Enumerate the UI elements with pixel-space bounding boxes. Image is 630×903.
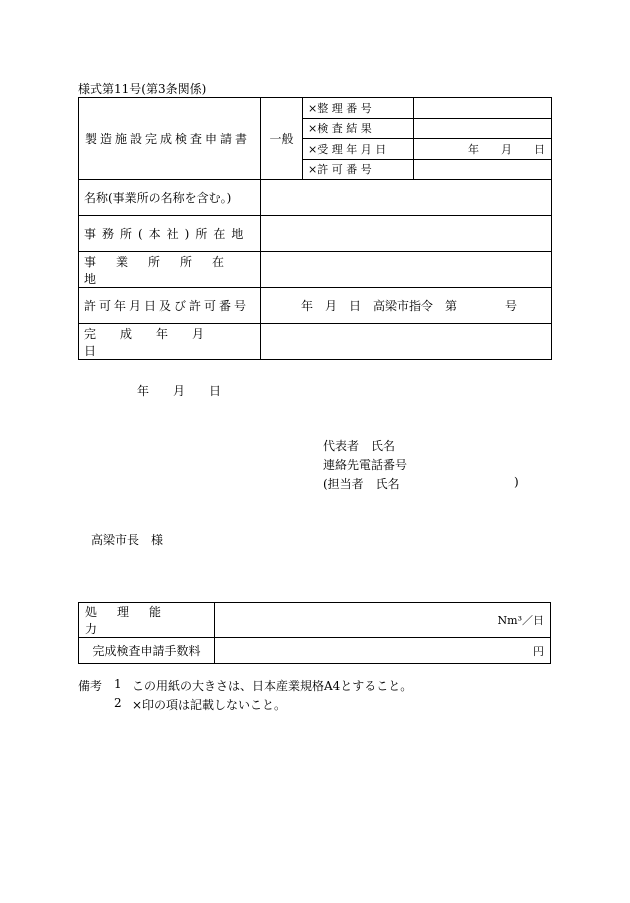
application-table	[78, 97, 552, 360]
permit-value[interactable]	[261, 288, 552, 324]
note-number: 2	[114, 696, 122, 710]
fee-label-cell	[79, 638, 215, 664]
office-field-label: ×許 可 番 号	[303, 159, 413, 179]
office-field-value[interactable]	[413, 159, 551, 179]
fee-value[interactable]	[215, 638, 551, 664]
row-label-head-office	[79, 216, 261, 252]
fee-label: 完成検査申請手数料	[92, 644, 201, 658]
completion-label: 完成年月日	[84, 326, 229, 358]
fee-unit: 円	[533, 644, 544, 658]
contact-person-close: )	[514, 475, 519, 489]
contact-person-open: (担当者 氏名	[323, 477, 400, 491]
completion-value[interactable]	[261, 324, 552, 360]
office-field-value[interactable]	[413, 118, 551, 139]
name-label: 名称(事業所の名称を含む。)	[84, 191, 232, 205]
note-text: この用紙の大きさは、日本産業規格A4とすること。	[132, 679, 413, 693]
permit-label: 許可年月日及び許可番号	[84, 299, 250, 313]
office-use-block	[303, 98, 552, 180]
row-label-site	[79, 252, 261, 288]
contact-phone: 連絡先電話番号	[323, 458, 408, 472]
row-label-completion	[79, 324, 261, 360]
row-label-permit	[79, 288, 261, 324]
capacity-table	[78, 602, 551, 664]
category-cell	[261, 98, 303, 180]
notes-heading: 備考	[78, 679, 103, 693]
head-office-value[interactable]	[261, 216, 552, 252]
capacity-unit: Nm³／日	[497, 614, 544, 627]
date-line: 年 月 日	[137, 384, 222, 398]
addressee: 高梁市長 様	[91, 533, 164, 547]
head-office-label: 事務所(本社)所在地	[84, 227, 250, 241]
capacity-label: 処理能力	[85, 605, 182, 636]
site-label: 事業所所在地	[84, 254, 245, 286]
title-cell	[79, 98, 261, 180]
form-title: 製造施設完成検査申請書	[85, 132, 251, 146]
note-number: 1	[114, 677, 122, 691]
category-label: 一般	[269, 132, 294, 146]
site-value[interactable]	[261, 252, 552, 288]
office-field-value[interactable]: 年 月 日	[413, 139, 551, 160]
note-text: ×印の項は記載しないこと。	[132, 698, 287, 712]
capacity-value[interactable]	[215, 603, 551, 638]
representative-name: 代表者 氏名	[323, 439, 396, 453]
name-value[interactable]	[261, 180, 552, 216]
office-field-label: ×受 理 年 月 日	[303, 139, 413, 160]
capacity-label-cell	[79, 603, 215, 638]
row-label-name	[79, 180, 261, 216]
office-field-label: ×整 理 番 号	[303, 98, 413, 118]
office-field-value[interactable]	[413, 98, 551, 118]
form-number: 様式第11号(第3条関係)	[78, 82, 207, 96]
permit-value-text: 年 月 日 高梁市指令 第 号	[301, 299, 518, 313]
office-field-label: ×検 査 結 果	[303, 118, 413, 139]
